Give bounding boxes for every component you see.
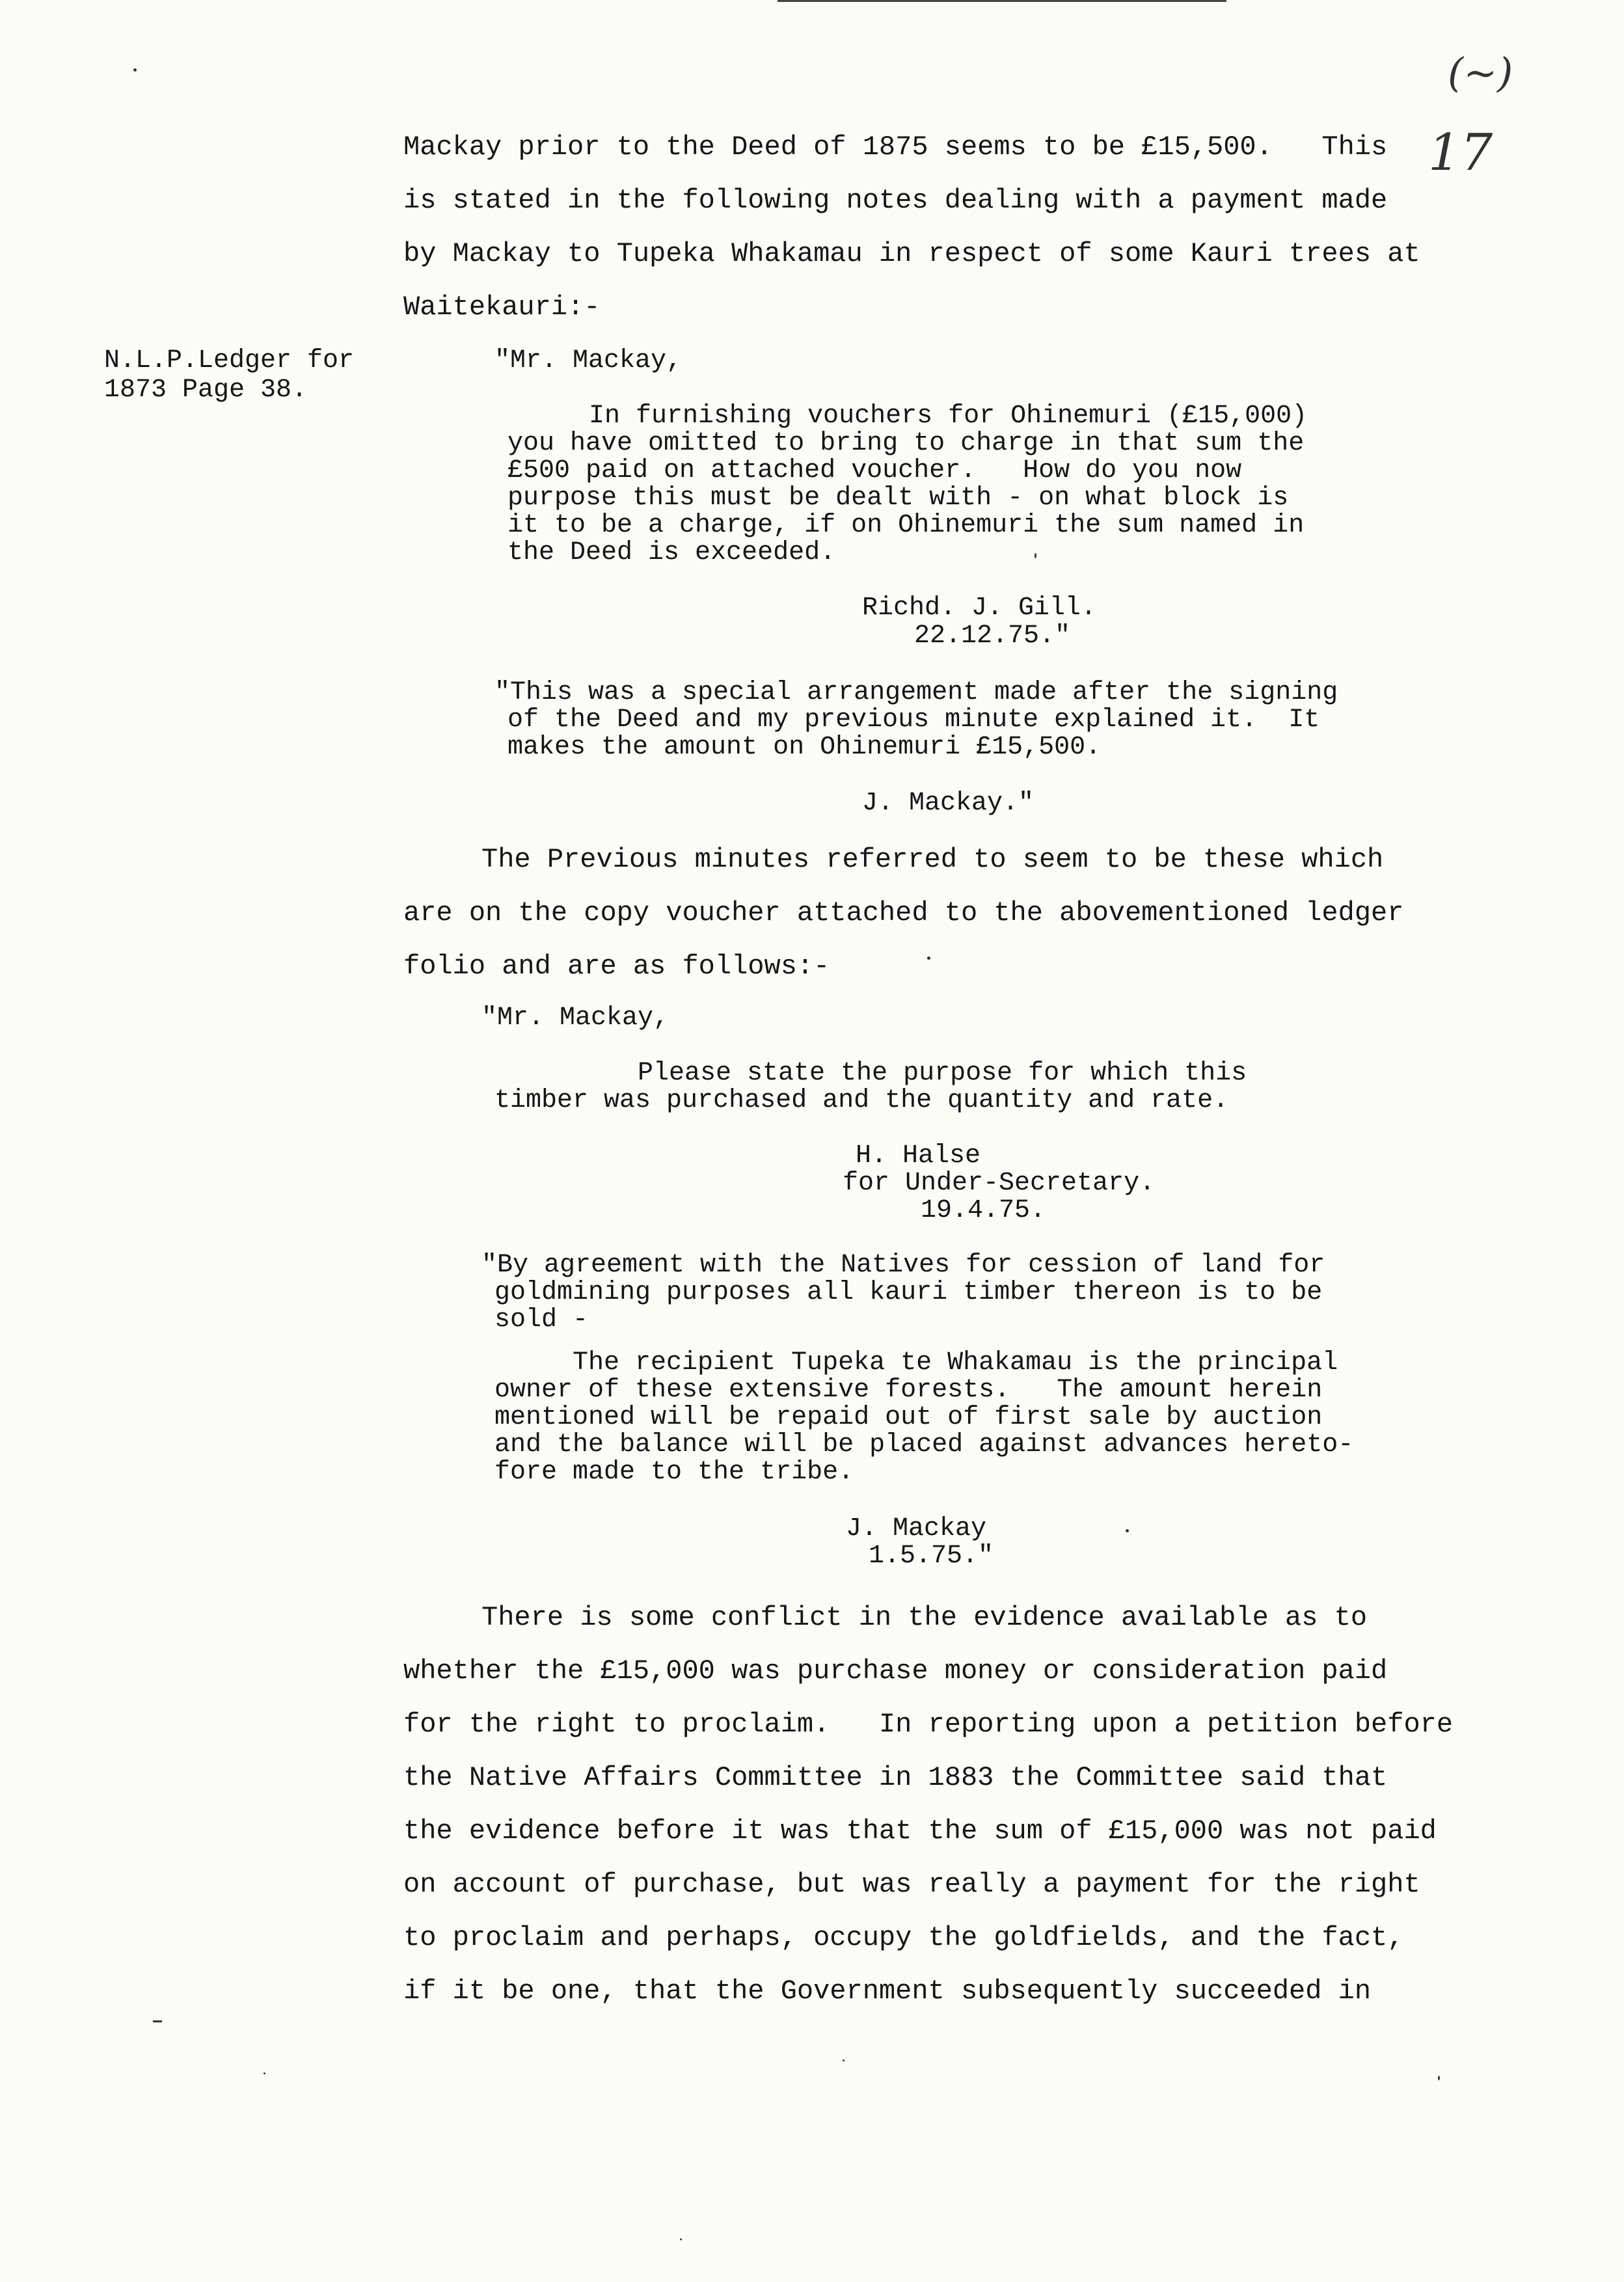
- note1-body-line-4: purpose this must be dealt with - on what block is: [508, 483, 1289, 513]
- scan-speck: [843, 2059, 845, 2061]
- handwritten-top-mark: (~): [1448, 49, 1513, 96]
- paragraph1-line-1: Mackay prior to the Deed of 1875 seems to be £15,500. This: [403, 131, 1388, 163]
- note3-signature: H. Halse: [856, 1141, 981, 1171]
- paragraph3-line-7: to proclaim and perhaps, occupy the goldfields, and the fact,: [403, 1922, 1404, 1953]
- note4-date: 1.5.75.": [869, 1542, 994, 1571]
- note2-signature: J. Mackay.": [862, 789, 1035, 818]
- scan-speck: [1035, 553, 1036, 558]
- note2-body-line-1: "This was a special arrangement made after the signing: [494, 678, 1338, 707]
- paragraph2-line-2: are on the copy voucher attached to the abovementioned ledger: [403, 897, 1404, 929]
- note1-signature: Richd. J. Gill.: [862, 593, 1097, 623]
- note4-body-line-2: goldmining purposes all kauri timber thereon is to be: [494, 1278, 1323, 1307]
- note2-body-line-2: of the Deed and my previous minute explained it. It: [508, 705, 1320, 735]
- scan-speck: [927, 957, 930, 960]
- note2-body-line-3: makes the amount on Ohinemuri £15,500.: [508, 733, 1102, 762]
- note1-body-line-3: £500 paid on attached voucher. How do you now: [508, 456, 1242, 485]
- note3-title: for Under-Secretary.: [843, 1169, 1156, 1198]
- margin-note-line-1: N.L.P.Ledger for: [104, 346, 355, 375]
- note4-body-line-1: "By agreement with the Natives for cession of land for: [481, 1251, 1325, 1280]
- paragraph3-line-4: the Native Affairs Committee in 1883 the Committee said that: [403, 1762, 1388, 1793]
- note3-date: 19.4.75.: [921, 1196, 1046, 1225]
- page-top-edge-line: [778, 0, 1226, 2]
- scan-speck: [264, 2072, 265, 2074]
- paragraph3-line-8: if it be one, that the Government subsequently succeeded in: [403, 1976, 1372, 2007]
- paragraph3-line-1: There is some conflict in the evidence available as to: [481, 1602, 1368, 1633]
- handwritten-page-number: 17: [1428, 124, 1493, 182]
- scan-speck: [153, 2020, 162, 2022]
- paragraph2-line-1: The Previous minutes referred to seem to be these which: [481, 844, 1384, 875]
- paragraph3-line-5: the evidence before it was that the sum of £15,000 was not paid: [403, 1815, 1437, 1847]
- note1-salutation: "Mr. Mackay,: [494, 346, 683, 375]
- note4-body2-line-3: mentioned will be repaid out of first sale by auction: [494, 1403, 1323, 1432]
- paragraph3-line-3: for the right to proclaim. In reporting upon a petition before: [403, 1709, 1454, 1740]
- paragraph3-line-2: whether the £15,000 was purchase money or consideration paid: [403, 1655, 1388, 1687]
- paragraph1-line-3: by Mackay to Tupeka Whakamau in respect of some Kauri trees at: [403, 238, 1420, 269]
- note4-signature: J. Mackay: [846, 1514, 987, 1543]
- note1-date: 22.12.75.": [914, 621, 1071, 651]
- note1-body-line-2: you have omitted to bring to charge in that sum the: [508, 429, 1305, 458]
- note3-salutation: "Mr. Mackay,: [481, 1003, 670, 1033]
- note4-body-line-3: sold -: [494, 1305, 589, 1335]
- note4-body2-line-4: and the balance will be placed against advances hereto-: [494, 1430, 1354, 1460]
- note3-body-line-1: Please state the purpose for which this: [638, 1059, 1247, 1088]
- note1-body-line-1: In furnishing vouchers for Ohinemuri (£15,000): [589, 401, 1308, 431]
- note4-body2-line-1: The recipient Tupeka te Whakamau is the principal: [573, 1348, 1338, 1378]
- note3-body-line-2: timber was purchased and the quantity and rate.: [494, 1086, 1229, 1115]
- paragraph2-line-3: folio and are as follows:-: [403, 951, 830, 982]
- note4-body2-line-2: owner of these extensive forests. The amount herein: [494, 1376, 1323, 1405]
- scan-speck: [1438, 2076, 1440, 2080]
- scan-speck: [680, 2238, 682, 2240]
- note1-body-line-5: it to be a charge, if on Ohinemuri the sum named in: [508, 511, 1305, 540]
- scan-speck: [133, 68, 137, 72]
- margin-note-line-2: 1873 Page 38.: [104, 375, 308, 405]
- paragraph3-line-6: on account of purchase, but was really a payment for the right: [403, 1869, 1420, 1900]
- scan-speck: [1126, 1529, 1129, 1532]
- paragraph1-line-2: is stated in the following notes dealing with a payment made: [403, 185, 1388, 216]
- note4-body2-line-5: fore made to the tribe.: [494, 1458, 854, 1487]
- note1-body-line-6: the Deed is exceeded.: [508, 538, 836, 567]
- paragraph1-line-4: Waitekauri:-: [403, 292, 601, 323]
